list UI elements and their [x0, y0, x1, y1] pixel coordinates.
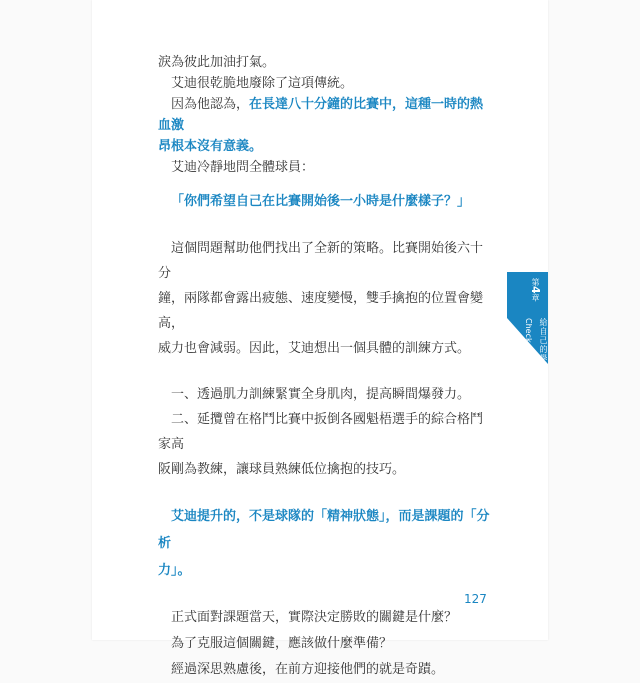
- question: 經過深思熟慮後，在前方迎接他們的就是奇蹟。: [171, 662, 445, 677]
- paragraph: 這個問題幫助他們找出了全新的策略。比賽開始後六十分: [158, 241, 484, 281]
- list-item: 一、透過肌力訓練緊實全身肌肉，提高瞬間爆發力。: [171, 387, 471, 402]
- chapter-title: 給自己的學習適當的評價: [539, 318, 548, 417]
- paragraph-reason: [158, 94, 494, 136]
- paragraph: 艾迪冷靜地問全體球員：: [171, 160, 315, 175]
- page-number: 127: [464, 592, 487, 606]
- paragraph-line: 鐘，兩隊都會露出疲態、速度變慢，雙手擒抱的位置會變高，: [158, 291, 484, 331]
- chapter-suffix: 章: [531, 293, 540, 302]
- lead-statement: 艾迪提升的，不是球隊的「精神狀態」，而是課題的「分析: [158, 509, 490, 551]
- chapter-prefix: 第: [531, 278, 540, 286]
- highlight-text: 在長達八十分鐘的比賽中，這種一時的熱血激: [158, 97, 484, 133]
- paragraph-continued: 淚為彼此加油打氣。: [158, 55, 276, 70]
- list-item-cont: 阪剛為教練，讓球員熟練低位擒抱的技巧。: [158, 462, 406, 477]
- highlight-text: 昂根本沒有意義。: [158, 139, 263, 154]
- chapter-label: [516, 278, 540, 302]
- paragraph-line: 威力也會減弱。因此，艾迪想出一個具體的訓練方式。: [158, 341, 471, 356]
- reason-prefix: 因為他認為，: [171, 97, 250, 112]
- paragraph: 艾迪很乾脆地廢除了這項傳統。: [171, 76, 354, 91]
- chapter-subtitle: Check: [524, 318, 533, 343]
- body-text: [158, 52, 494, 683]
- question: 正式面對課題當天，實際決定勝敗的關鍵是什麼？: [171, 610, 458, 625]
- question: 為了克服這個關鍵，應該做什麼準備？: [171, 636, 393, 651]
- lead-statement-cont: 力」。: [158, 563, 191, 578]
- list-item: 二、延攬曾在格鬥比賽中扳倒各國魁梧選手的綜合格鬥家高: [158, 412, 484, 452]
- quote-question: 「你們希望自己在比賽開始後一小時是什麼樣子？」: [171, 194, 471, 209]
- chapter-number: 4: [529, 286, 542, 294]
- paragraph-reason-cont: [158, 136, 494, 157]
